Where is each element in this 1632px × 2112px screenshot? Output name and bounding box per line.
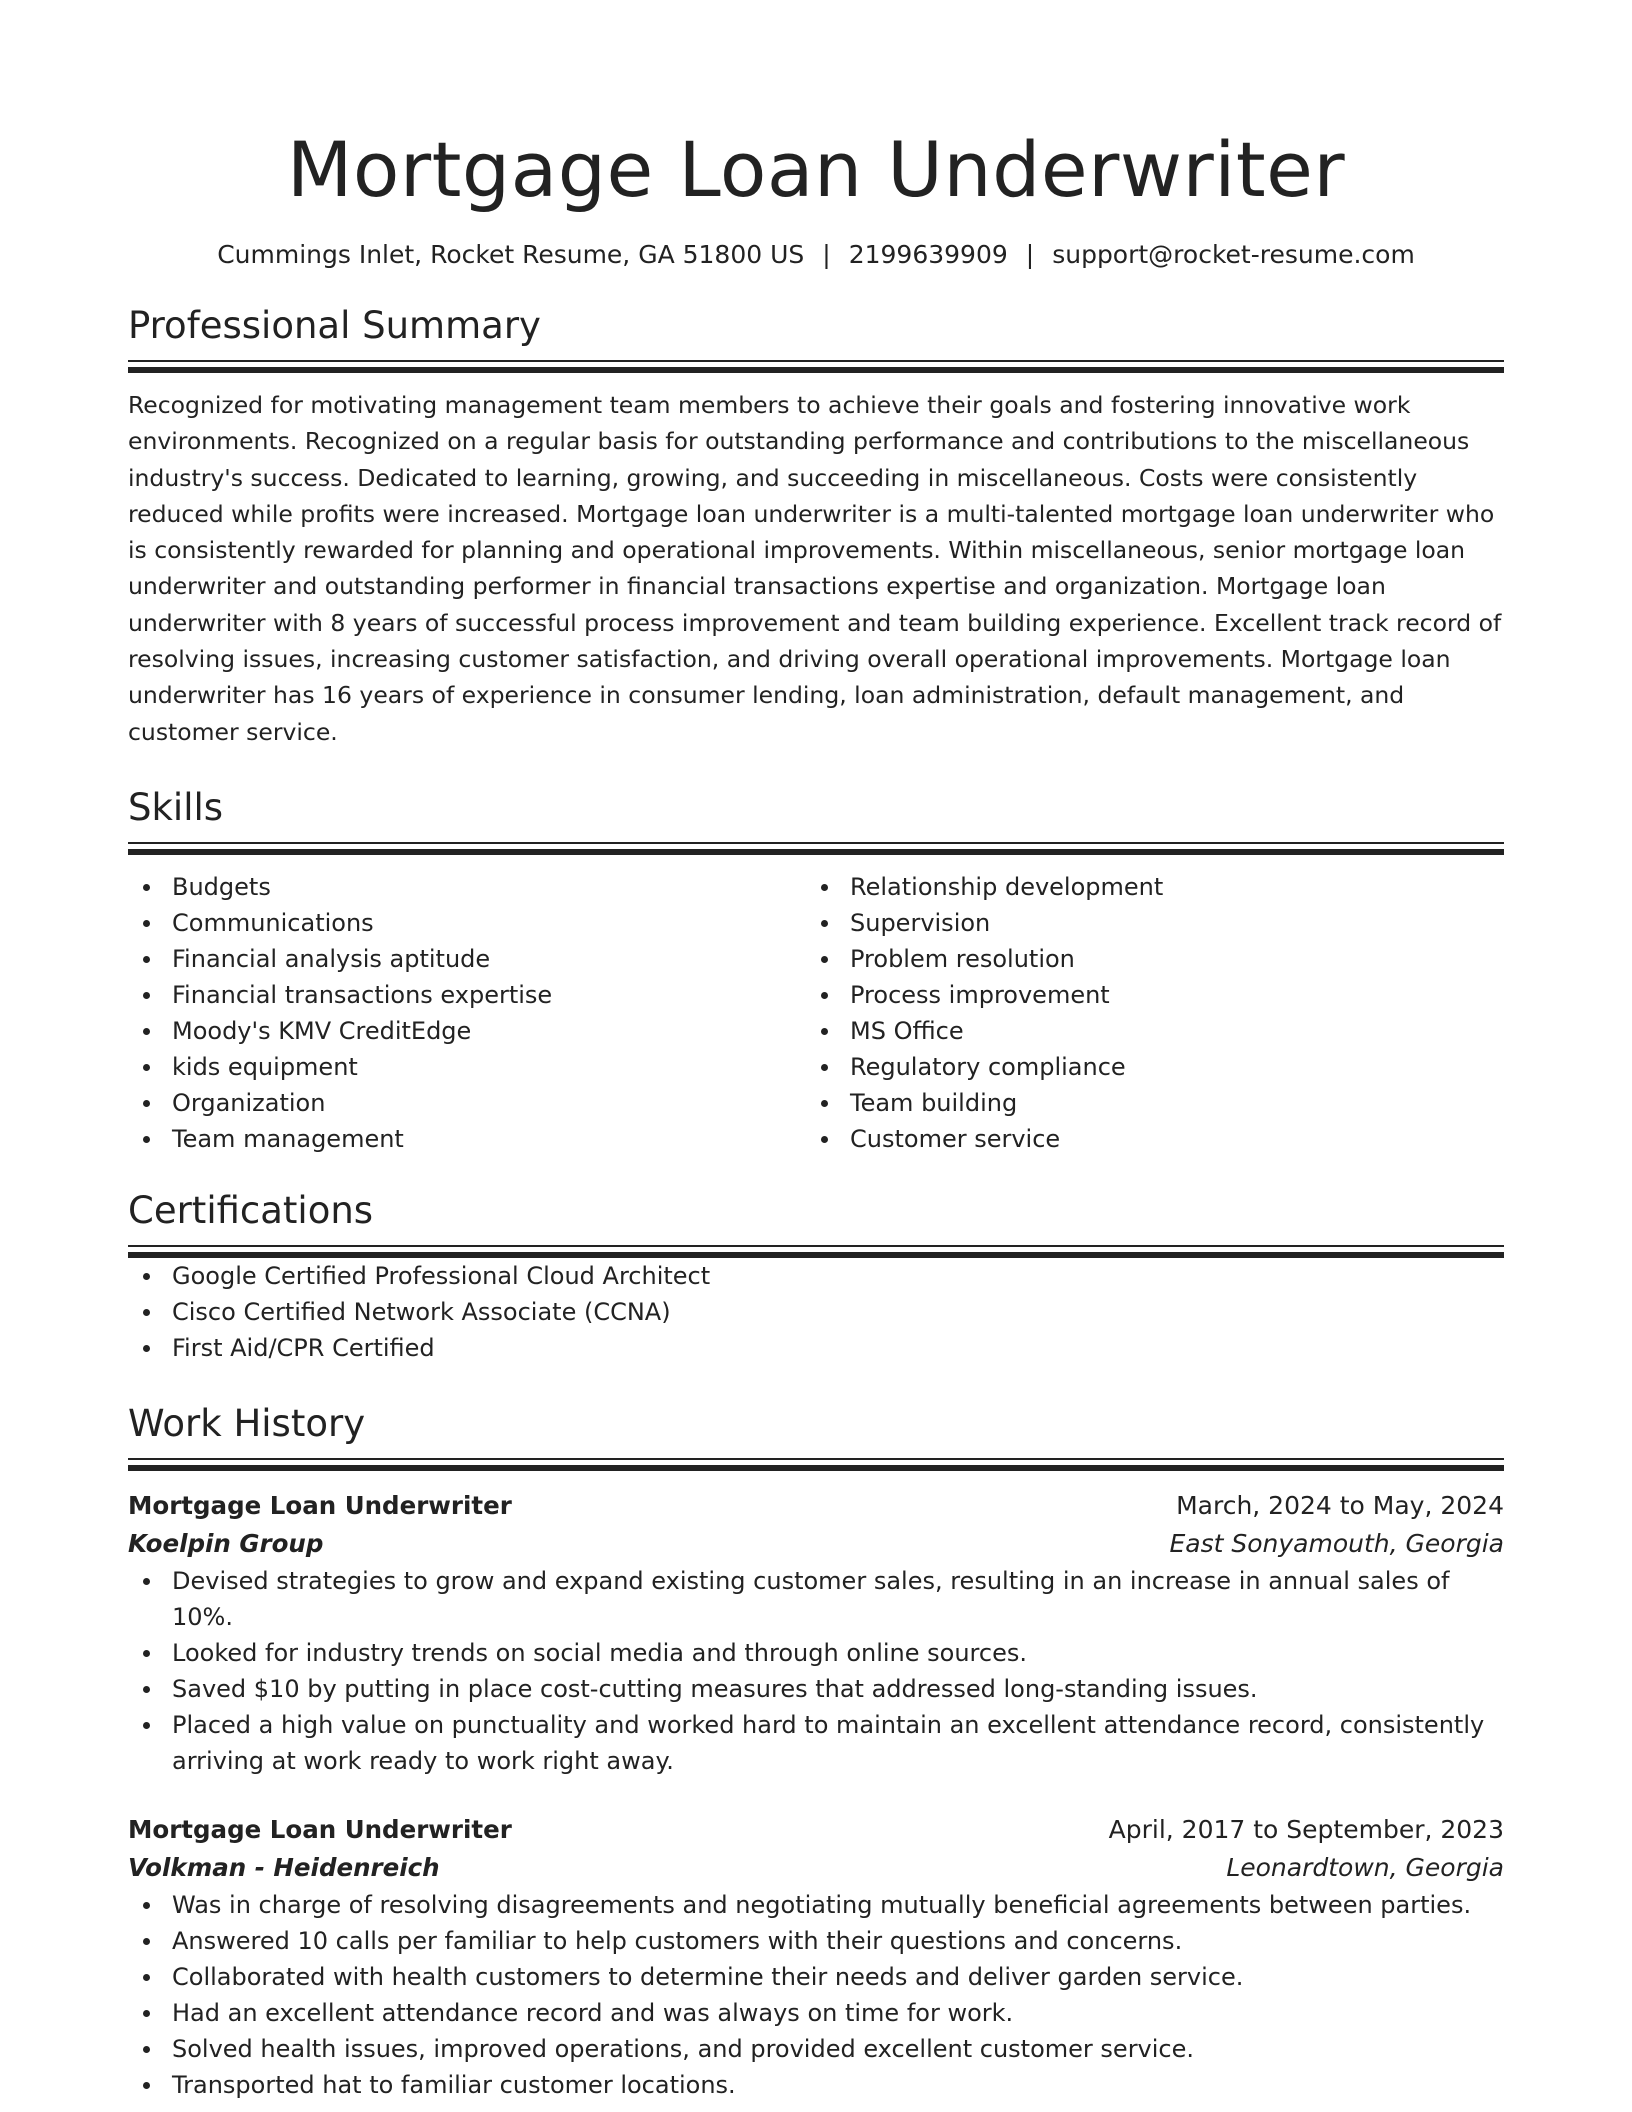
skill-item: Problem resolution	[806, 941, 1484, 977]
skill-item: Process improvement	[806, 977, 1484, 1013]
resume-page	[128, 0, 1504, 2103]
certification-item: First Aid/CPR Certified	[128, 1330, 1504, 1366]
section-work-history	[128, 1400, 1504, 2103]
job-bullet: Was in charge of resolving disagreements and negotiating mutually beneficial agreements between parties.	[128, 1887, 1504, 1923]
job-company: Koelpin Group	[128, 1528, 324, 1558]
skill-item: Customer service	[806, 1121, 1484, 1157]
section-title: Skills	[128, 785, 224, 829]
contact-email: support@rocket-resume.com	[1052, 240, 1415, 269]
resume-name: Mortgage Loan Underwriter	[286, 125, 1346, 214]
skill-item: Relationship development	[806, 869, 1484, 905]
section-divider	[128, 1245, 1504, 1258]
job-bullet: Solved health issues, improved operations, and provided excellent customer service.	[128, 2031, 1504, 2067]
skills-grid	[128, 869, 1504, 1157]
job-bullet: Collaborated with health customers to determine their needs and deliver garden service.	[128, 1959, 1504, 1995]
job-dates: March, 2024 to May, 2024	[1176, 1490, 1504, 1520]
job-bullet: Saved $10 by putting in place cost-cutting measures that addressed long-standing issues.	[128, 1671, 1504, 1707]
job-bullet: Answered 10 calls per familiar to help customers with their questions and concerns.	[128, 1923, 1504, 1959]
skill-item: MS Office	[806, 1013, 1484, 1049]
skill-item: Team building	[806, 1085, 1484, 1121]
job-company: Volkman - Heidenreich	[128, 1852, 440, 1882]
certification-item: Cisco Certified Network Associate (CCNA)	[128, 1294, 1504, 1330]
section-divider	[128, 360, 1504, 373]
section-certifications	[128, 1187, 1504, 1366]
job-bullet: Had an excellent attendance record and was always on time for work.	[128, 1995, 1504, 2031]
skills-column-left	[128, 869, 806, 1157]
section-divider	[128, 1458, 1504, 1471]
section-professional-summary	[128, 302, 1504, 750]
job-bullet: Devised strategies to grow and expand existing customer sales, resulting in an increase in annual sales of 10%.	[128, 1563, 1504, 1635]
job-bullets	[128, 1563, 1504, 1779]
certification-item: Google Certified Professional Cloud Architect	[128, 1258, 1504, 1294]
skill-item: Organization	[128, 1085, 806, 1121]
section-title: Certifications	[128, 1188, 374, 1232]
certifications-list	[128, 1258, 1504, 1366]
skill-item: Regulatory compliance	[806, 1049, 1484, 1085]
job-bullet: Transported hat to familiar customer locations.	[128, 2067, 1504, 2103]
job-entry	[128, 1487, 1504, 1779]
job-bullet: Looked for industry trends on social media and through online sources.	[128, 1635, 1504, 1671]
skills-column-right	[806, 869, 1484, 1157]
job-entry	[128, 1811, 1504, 2103]
job-bullet: Placed a high value on punctuality and worked hard to maintain an excellent attendance record, consistently arriving at work ready to work right away.	[128, 1707, 1504, 1779]
skill-item: Budgets	[128, 869, 806, 905]
skill-item: Moody's KMV CreditEdge	[128, 1013, 806, 1049]
skill-item: Communications	[128, 905, 806, 941]
section-skills	[128, 784, 1504, 1157]
contact-line	[128, 238, 1504, 272]
skill-item: kids equipment	[128, 1049, 806, 1085]
skill-item: Supervision	[806, 905, 1484, 941]
skill-item: Financial analysis aptitude	[128, 941, 806, 977]
job-title: Mortgage Loan Underwriter	[128, 1490, 512, 1520]
contact-phone: 2199639909	[848, 240, 1008, 269]
section-title: Work History	[128, 1401, 366, 1445]
skill-item: Financial transactions expertise	[128, 977, 806, 1013]
summary-text: Recognized for motivating management team members to achieve their goals and fostering innovative work environments. Recognized on a regular basis for outstanding performance and contributions to the miscellaneous industry's success. Dedicated to learning, growing, and succeeding in miscellaneous. Costs were consistently reduced while profits were increased. Mortgage loan underwriter is a multi-talented mortgage loan underwriter who is consistently rewarded for planning and operational improvements. Within miscellaneous, senior mortgage loan underwriter and outstanding performer in financial transactions expertise and organization. Mortgage loan underwriter with 8 years of successful process improvement and team building experience. Excellent track record of resolving issues, increasing customer satisfaction, and driving overall operational improvements. Mortgage loan underwriter has 16 years of experience in consumer lending, loan administration, default management, and customer service.	[128, 391, 1502, 746]
section-title: Professional Summary	[128, 304, 541, 347]
contact-separator: |	[822, 240, 831, 269]
contact-address: Cummings Inlet, Rocket Resume, GA 51800 US	[217, 240, 805, 269]
job-location: Leonardtown, Georgia	[1226, 1852, 1504, 1882]
contact-separator: |	[1025, 240, 1035, 269]
job-dates: April, 2017 to September, 2023	[1108, 1814, 1504, 1844]
section-divider	[128, 842, 1504, 855]
job-bullets	[128, 1887, 1504, 2103]
job-location: East Sonyamouth, Georgia	[1169, 1528, 1504, 1558]
job-title: Mortgage Loan Underwriter	[128, 1814, 512, 1844]
skill-item: Team management	[128, 1121, 806, 1157]
